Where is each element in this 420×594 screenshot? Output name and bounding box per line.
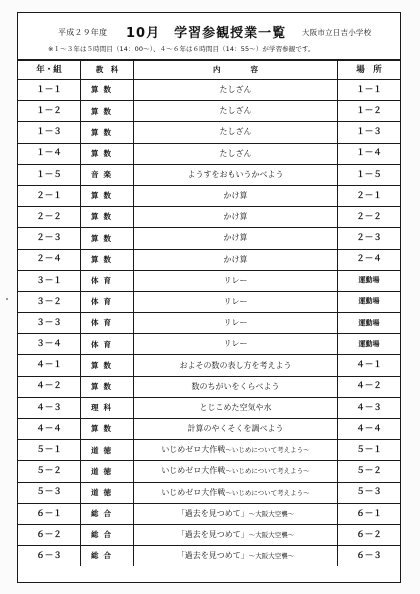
schedule-rows — [18, 80, 400, 567]
place-cell: ５－３ — [338, 482, 401, 503]
subject-cell: 算数 — [81, 101, 134, 122]
school-name: 大阪市立日吉小学校 — [302, 28, 372, 37]
place-cell: ２－４ — [338, 249, 401, 270]
place-cell: 運動場 — [338, 334, 401, 355]
class-cell: ４－４ — [18, 419, 81, 440]
place-cell: ２－２ — [338, 207, 401, 228]
class-cell: ２－１ — [18, 185, 81, 206]
content-main-text: 計算のやくそくを調べよう — [187, 424, 284, 434]
table-row — [18, 291, 400, 312]
table-row — [18, 249, 400, 270]
subject-cell: 音楽 — [81, 164, 134, 185]
place-cell: ４－２ — [338, 376, 401, 397]
content-cell — [134, 397, 338, 418]
place-cell: ５－１ — [338, 440, 401, 461]
place-cell: ５－２ — [338, 461, 401, 482]
class-cell: １－２ — [18, 101, 81, 122]
content-main-text: リレー — [223, 275, 248, 285]
content-cell — [134, 228, 338, 249]
content-cell — [134, 122, 338, 143]
table-row — [18, 101, 400, 122]
scan-speck — [6, 298, 8, 300]
content-main-text: いじめゼロ大作戦 — [161, 445, 226, 455]
subject-cell: 算数 — [81, 185, 134, 206]
place-cell: ２－１ — [338, 185, 401, 206]
content-main-text: リレー — [223, 339, 248, 349]
schedule-frame — [17, 12, 401, 583]
subject-cell: 体育 — [81, 291, 134, 312]
content-main-text: かけ算 — [223, 233, 248, 243]
table-row — [18, 164, 400, 185]
content-cell — [134, 291, 338, 312]
subject-cell: 算数 — [81, 419, 134, 440]
subject-cell: 総合 — [81, 503, 134, 524]
class-cell: ５－２ — [18, 461, 81, 482]
content-main-text: たしざん — [219, 127, 252, 137]
class-cell: ３－４ — [18, 334, 81, 355]
document-title: 10月 学習参観授業一覧 — [126, 26, 287, 41]
content-cell — [134, 440, 338, 461]
content-main-text: 数のちがいをくらべよう — [191, 381, 280, 391]
class-cell: ３－１ — [18, 270, 81, 291]
table-row — [18, 185, 400, 206]
content-sub-text: ～大阪大空襲～ — [248, 552, 295, 561]
subject-cell: 算数 — [81, 122, 134, 143]
subject-cell: 算数 — [81, 376, 134, 397]
class-cell: ４－３ — [18, 397, 81, 418]
place-cell: ６－３ — [338, 546, 401, 567]
table-header-row — [18, 61, 400, 80]
class-cell: ５－３ — [18, 482, 81, 503]
content-sub-text: ～大阪大空襲～ — [248, 531, 295, 540]
place-cell: 運動場 — [338, 291, 401, 312]
content-main-text: 「過去を見つめて」 — [176, 508, 249, 518]
content-cell — [134, 355, 338, 376]
content-cell — [134, 80, 338, 101]
place-cell: １－４ — [338, 143, 401, 164]
content-sub-text: ～いじめについて考えよう～ — [225, 467, 310, 476]
subject-cell: 体育 — [81, 313, 134, 334]
content-cell — [134, 524, 338, 545]
subject-cell: 総合 — [81, 524, 134, 545]
table-row — [18, 80, 400, 101]
content-cell — [134, 185, 338, 206]
subject-cell: 体育 — [81, 270, 134, 291]
schedule-note: ※１～３年は５時間目（14：00～）、４～６年は６時間目（14：55～）が学習参観です。 — [48, 45, 315, 53]
content-main-text: およその数の表し方を考えよう — [179, 360, 292, 370]
subject-cell: 体育 — [81, 334, 134, 355]
content-sub-text: ～大阪大空襲～ — [248, 509, 295, 518]
place-cell: ６－２ — [338, 524, 401, 545]
class-cell: ６－１ — [18, 503, 81, 524]
schedule-table — [18, 60, 400, 566]
class-cell: １－４ — [18, 143, 81, 164]
content-main-text: リレー — [223, 296, 248, 306]
place-cell: １－３ — [338, 122, 401, 143]
table-row — [18, 270, 400, 291]
content-cell — [134, 249, 338, 270]
column-header-place: 場 所 — [338, 61, 401, 80]
place-cell: ４－１ — [338, 355, 401, 376]
table-row — [18, 397, 400, 418]
subject-cell: 算数 — [81, 143, 134, 164]
place-cell: １－１ — [338, 80, 401, 101]
subject-cell: 道徳 — [81, 440, 134, 461]
content-main-text: 「過去を見つめて」 — [176, 530, 249, 540]
content-cell — [134, 546, 338, 567]
class-cell: ６－３ — [18, 546, 81, 567]
place-cell: ４－３ — [338, 397, 401, 418]
class-cell: ６－２ — [18, 524, 81, 545]
table-row — [18, 122, 400, 143]
class-cell: ４－２ — [18, 376, 81, 397]
subject-cell: 算数 — [81, 355, 134, 376]
subject-cell: 理科 — [81, 397, 134, 418]
table-row — [18, 524, 400, 545]
class-cell: ５－１ — [18, 440, 81, 461]
class-cell: １－１ — [18, 80, 81, 101]
table-row — [18, 207, 400, 228]
column-header-subject: 教 科 — [81, 61, 134, 80]
subject-cell: 道徳 — [81, 482, 134, 503]
class-cell: １－３ — [18, 122, 81, 143]
content-cell — [134, 503, 338, 524]
content-sub-text: ～いじめについて考えよう～ — [225, 488, 310, 497]
class-cell: ３－３ — [18, 313, 81, 334]
content-main-text: かけ算 — [223, 212, 248, 222]
content-cell — [134, 376, 338, 397]
subject-cell: 算数 — [81, 207, 134, 228]
class-cell: ２－３ — [18, 228, 81, 249]
table-row — [18, 482, 400, 503]
content-cell — [134, 461, 338, 482]
content-cell — [134, 164, 338, 185]
table-row — [18, 228, 400, 249]
table-row — [18, 143, 400, 164]
column-header-class: 年・組 — [18, 61, 81, 80]
content-main-text: ようすをおもいうかべよう — [187, 169, 284, 179]
content-main-text: 「過去を見つめて」 — [176, 551, 249, 561]
content-main-text: とじこめた空気や水 — [199, 402, 272, 412]
table-row — [18, 376, 400, 397]
content-cell — [134, 419, 338, 440]
table-row — [18, 503, 400, 524]
subject-cell: 算数 — [81, 80, 134, 101]
document-header — [18, 13, 400, 60]
table-row — [18, 355, 400, 376]
class-cell: ４－１ — [18, 355, 81, 376]
content-main-text: いじめゼロ大作戦 — [161, 466, 226, 476]
place-cell: 運動場 — [338, 270, 401, 291]
content-cell — [134, 334, 338, 355]
content-main-text: たしざん — [219, 106, 252, 116]
class-cell: １－５ — [18, 164, 81, 185]
subject-cell: 総合 — [81, 546, 134, 567]
subject-cell: 算数 — [81, 228, 134, 249]
class-cell: ３－２ — [18, 291, 81, 312]
table-row — [18, 313, 400, 334]
place-cell: 運動場 — [338, 313, 401, 334]
table-row — [18, 419, 400, 440]
content-main-text: たしざん — [219, 148, 252, 158]
school-year: 平成２９年度 — [58, 28, 108, 37]
table-row — [18, 546, 400, 567]
content-cell — [134, 207, 338, 228]
place-cell: １－２ — [338, 101, 401, 122]
content-sub-text: ～いじめについて考えよう～ — [225, 446, 310, 455]
column-header-content: 内 容 — [134, 61, 338, 80]
content-main-text: たしざん — [219, 85, 252, 95]
table-row — [18, 334, 400, 355]
place-cell: ４－４ — [338, 419, 401, 440]
table-row — [18, 440, 400, 461]
content-main-text: かけ算 — [223, 254, 248, 264]
subject-cell: 算数 — [81, 249, 134, 270]
content-cell — [134, 101, 338, 122]
table-row — [18, 461, 400, 482]
content-cell — [134, 270, 338, 291]
place-cell: ６－１ — [338, 503, 401, 524]
subject-cell: 道徳 — [81, 461, 134, 482]
content-main-text: いじめゼロ大作戦 — [161, 487, 226, 497]
content-main-text: リレー — [223, 318, 248, 328]
place-cell: １－５ — [338, 164, 401, 185]
content-main-text: かけ算 — [223, 191, 248, 201]
content-cell — [134, 482, 338, 503]
content-cell — [134, 143, 338, 164]
place-cell: ２－３ — [338, 228, 401, 249]
content-cell — [134, 313, 338, 334]
class-cell: ２－２ — [18, 207, 81, 228]
class-cell: ２－４ — [18, 249, 81, 270]
